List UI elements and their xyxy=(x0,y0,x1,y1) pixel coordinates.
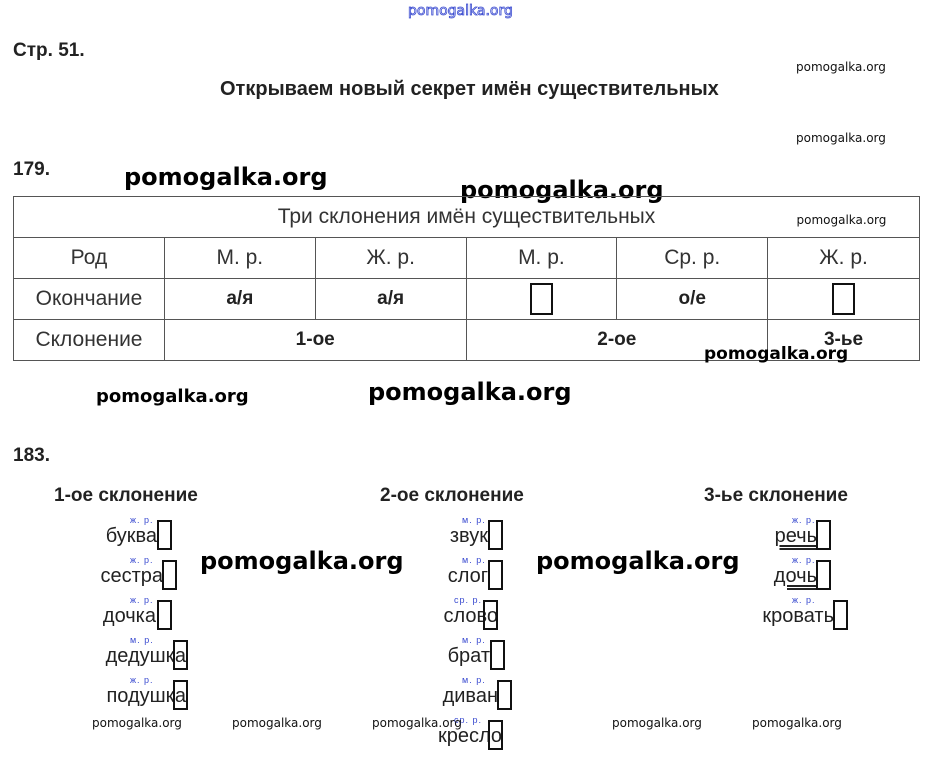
watermark-large: pomogalka.org xyxy=(200,547,404,575)
watermark: pomogalka.org xyxy=(232,716,322,730)
column-heading-2: 2-ое склонение xyxy=(380,485,524,506)
gender-label: ж. р. xyxy=(792,555,816,565)
exercise-183-number: 183. xyxy=(13,445,50,466)
gender-label: ж. р. xyxy=(130,515,154,525)
table-cell: Ж. р. xyxy=(315,238,466,279)
table-cell: М. р. xyxy=(164,238,315,279)
column-heading-3: 3-ье склонение xyxy=(704,485,848,506)
table-cell: Род xyxy=(14,238,165,279)
gender-label: ср. р. xyxy=(454,595,483,605)
gender-label: м. р. xyxy=(462,635,486,645)
ending-box xyxy=(157,520,172,550)
word: кресло xyxy=(437,725,502,747)
gender-label: ж. р. xyxy=(130,675,154,685)
ending-box xyxy=(488,520,503,550)
watermark-large: pomogalka.org xyxy=(368,378,572,406)
table-cell: М. р. xyxy=(466,238,617,279)
page-label: Стр. 51. xyxy=(13,40,85,61)
watermark-large: pomogalka.org xyxy=(460,176,664,204)
table-cell: 2-ое xyxy=(466,320,768,361)
table-cell: 3-ье xyxy=(768,320,920,361)
word: речь xyxy=(774,525,817,547)
watermark-large: pomogalka.org xyxy=(536,547,740,575)
table-cell: Ж. р. xyxy=(768,238,920,279)
table-cell: а/я xyxy=(164,279,315,320)
watermark: pomogalka.org xyxy=(96,386,249,407)
word: дочка xyxy=(102,605,156,627)
watermark: pomogalka.org xyxy=(796,213,887,227)
table-cell: Ср. р. xyxy=(617,238,768,279)
gender-label: м. р. xyxy=(462,675,486,685)
word: кровать xyxy=(762,605,834,627)
watermark: pomogalka.org xyxy=(796,131,886,145)
word: буква xyxy=(105,525,157,547)
ending-box xyxy=(162,560,177,590)
watermark-top: pomogalka.org xyxy=(408,3,513,19)
ending-box xyxy=(488,720,503,750)
table-cell: 1-ое xyxy=(164,320,466,361)
table-cell-empty-ending xyxy=(768,279,920,320)
declension-table xyxy=(13,196,920,361)
gender-label: ж. р. xyxy=(792,515,816,525)
table-caption xyxy=(14,197,920,238)
watermark-large: pomogalka.org xyxy=(124,163,328,191)
watermark: pomogalka.org xyxy=(752,716,842,730)
table-cell-empty-ending xyxy=(466,279,617,320)
watermark: pomogalka.org xyxy=(612,716,702,730)
ending-box xyxy=(483,600,498,630)
word: брат xyxy=(447,645,490,667)
watermark: pomogalka.org xyxy=(372,716,462,730)
ending-box xyxy=(488,560,503,590)
table-cell: а/я xyxy=(315,279,466,320)
empty-ending-box xyxy=(530,283,553,315)
word: звук xyxy=(449,525,488,547)
gender-label: ж. р. xyxy=(130,555,154,565)
table-caption-text: Три склонения имён существительных xyxy=(277,205,656,228)
ending-box xyxy=(816,560,831,590)
exercise-179-number: 179. xyxy=(13,159,50,180)
ending-box xyxy=(816,520,831,550)
watermark: pomogalka.org xyxy=(796,60,886,74)
gender-label: м. р. xyxy=(462,515,486,525)
ending-box xyxy=(497,680,512,710)
ending-box xyxy=(173,640,188,670)
gender-label: ср. р. xyxy=(454,715,483,725)
table-cell: о/е xyxy=(617,279,768,320)
word: подушка xyxy=(106,685,186,707)
watermark: pomogalka.org xyxy=(704,344,849,364)
watermark: pomogalka.org xyxy=(92,716,182,730)
word: диван xyxy=(442,685,498,707)
word: дедушка xyxy=(105,645,186,667)
word: слово xyxy=(443,605,498,627)
gender-label: м. р. xyxy=(130,635,154,645)
ending-box xyxy=(173,680,188,710)
ending-box xyxy=(157,600,172,630)
gender-label: ж. р. xyxy=(130,595,154,605)
word: сестра xyxy=(100,565,163,587)
table-row-ending xyxy=(14,279,920,320)
empty-ending-box xyxy=(832,283,855,315)
word: слог xyxy=(447,565,488,587)
gender-label: м. р. xyxy=(462,555,486,565)
table-row-gender xyxy=(14,238,920,279)
ending-box xyxy=(833,600,848,630)
column-heading-1: 1-ое склонение xyxy=(54,485,198,506)
ending-box xyxy=(490,640,505,670)
word: дочь xyxy=(773,565,817,587)
table-cell: Окончание xyxy=(14,279,165,320)
page-title: Открываем новый секрет имён существительных xyxy=(220,78,719,100)
gender-label: ж. р. xyxy=(792,595,816,605)
table-cell: Склонение xyxy=(14,320,165,361)
